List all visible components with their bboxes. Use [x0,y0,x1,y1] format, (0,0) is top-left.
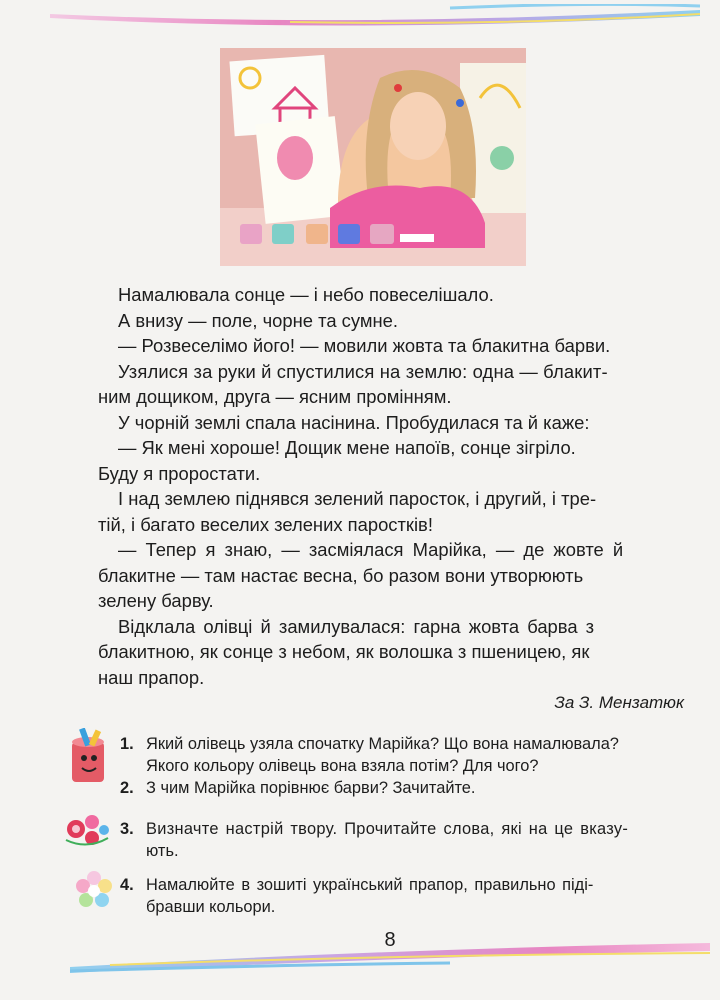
story-line: І над землею піднявся зелений паросток, і другий, і тре- [118,488,597,509]
story-text [98,282,688,690]
pencil-cup-icon [62,728,112,786]
question-1 [120,733,690,777]
story-line: блакитне — там настає весна, бо разом вони утворюють [98,564,584,586]
story-line: Відклала олівці й замилувалася: гарна жовта барва з [118,615,595,637]
question-3 [120,818,690,862]
question-text: Намалюйте в зошиті український прапор, правильно піді- [146,876,594,894]
question-2 [120,777,690,799]
bottom-decorative-stripe [70,935,710,975]
question-text: ють. [146,842,179,860]
question-text: Який олівець узяла спочатку Марійка? Що вона намалювала? [146,735,619,753]
flower-icon [74,870,114,910]
story-line: У чорній землі спала насінина. Пробудилася та й каже: [118,411,590,433]
question-text: бравши кольори. [146,898,276,916]
question-text: Якого кольору олівець вона взяла потім? Для чого? [146,757,539,775]
story-line: — Розвеселімо його! — мовили жовта та блакитна барви. [118,335,611,356]
story-line: тій, і багато веселих зелених паростків! [98,513,433,535]
top-decorative-stripe [50,4,700,26]
question-number: 2. [120,779,134,797]
question-number: 4. [120,876,134,894]
question-4 [120,874,690,918]
illustration-photo [220,48,526,266]
story-line: — Як мені хороше! Дощик мене напоїв, сонце зігріло. [118,437,576,458]
story-line: — Тепер я знаю, — засміялася Марійка, — де жовте й [118,539,624,560]
story-line: Намалювала сонце — і небо повеселішало. [118,284,494,305]
story-line: Буду я проростати. [98,462,261,484]
story-line: А внизу — поле, чорне та сумне. [118,309,398,331]
question-text: Визначте настрій твору. Прочитайте слова, які на це вказу- [146,820,629,838]
story-author: За З. Мензатюк [554,693,684,712]
page-number: 8 [384,929,396,951]
story-line: зелену барву. [98,590,214,611]
story-line: блакитною, як сонце з небом, як волошка з пшеницею, як [98,641,590,662]
story-line: ним дощиком, друга — ясним промінням. [98,386,452,407]
story-line: Узялися за руки й спустилися на землю: одна — блакит- [118,360,608,382]
question-number: 3. [120,820,134,838]
story-line: наш прапор. [98,666,205,688]
flower-ornament-icon [62,810,112,848]
question-text: З чим Марійка порівнює барви? Зачитайте. [146,779,476,797]
question-number: 1. [120,735,134,753]
